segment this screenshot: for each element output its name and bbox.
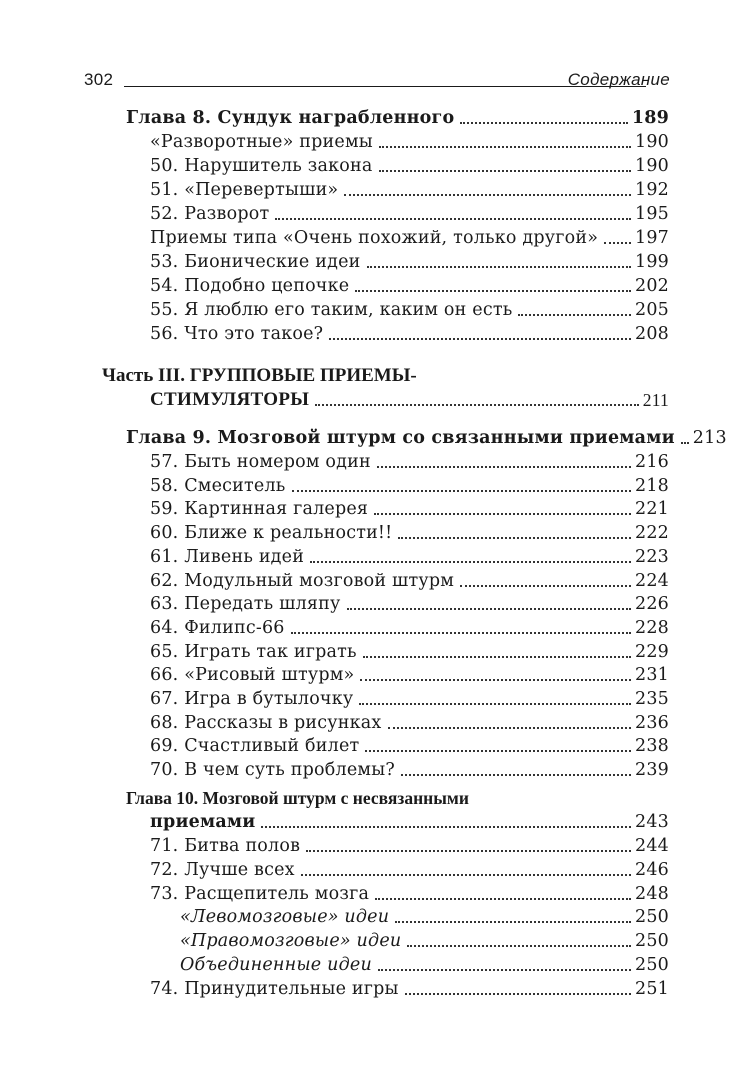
leader-dots — [377, 466, 631, 468]
toc-entry[interactable] — [150, 250, 669, 274]
toc-entry-label: Приемы типа «Очень похожий, только другой» — [150, 228, 599, 248]
toc-page-number: 218 — [634, 475, 669, 496]
toc-entry[interactable] — [150, 640, 669, 664]
toc-entry[interactable] — [150, 450, 669, 474]
toc-entry[interactable] — [150, 154, 669, 178]
toc-page-number: 208 — [634, 324, 669, 344]
toc-entry-label: 50. Нарушитель закона — [150, 156, 373, 176]
toc-page-number: 239 — [634, 760, 669, 781]
toc-entry-label: 69. Счастливый билет — [150, 736, 360, 757]
toc-page-number: 202 — [634, 276, 669, 296]
running-header — [84, 66, 670, 96]
toc-page-number: 189 — [631, 108, 669, 128]
toc-entry-label: 65. Играть так играть — [150, 641, 357, 662]
toc-entry-label: 64. Филипс-66 — [150, 617, 285, 638]
toc-page-number: 243 — [634, 812, 669, 832]
toc-entry[interactable] — [150, 202, 669, 226]
toc-entry[interactable] — [150, 322, 669, 346]
toc-page-number: 246 — [634, 859, 669, 880]
leader-dots — [292, 490, 631, 492]
toc-entry[interactable] — [150, 663, 669, 687]
leader-dots — [306, 850, 631, 852]
toc-page-number: 190 — [634, 156, 669, 176]
toc-entry-label: 74. Принудительные игры — [150, 978, 399, 999]
running-title: Содержание — [567, 70, 670, 89]
toc-entry-label: 72. Лучше всех — [150, 859, 295, 880]
toc-chapter-9[interactable] — [126, 426, 727, 450]
leader-dots — [405, 993, 631, 995]
toc-entry[interactable] — [180, 905, 669, 929]
toc-chapter-title: Глава 8. Сундук награбленного — [126, 108, 455, 128]
toc-entry[interactable] — [150, 178, 669, 202]
toc-entry[interactable] — [150, 758, 669, 782]
leader-dots — [310, 561, 631, 563]
toc-entry-label: 63. Передать шляпу — [150, 594, 341, 615]
toc-entry-label: «Правомозговые» идеи — [180, 931, 402, 952]
leader-dots — [395, 921, 631, 923]
toc-page-number: 199 — [634, 252, 669, 272]
toc-page-number: 195 — [634, 204, 669, 224]
toc-chapter-title: Глава 9. Мозговой штурм со связанными приемами — [126, 428, 675, 448]
toc-entry[interactable] — [150, 882, 669, 906]
toc-page-number: 222 — [634, 523, 669, 544]
toc-entry-label: «Разворотные» приемы — [150, 132, 373, 152]
toc-entry-label: 71. Битва полов — [150, 836, 301, 856]
leader-dots — [398, 537, 631, 539]
toc-entry[interactable] — [150, 711, 669, 735]
toc-page-number: 223 — [634, 546, 669, 567]
leader-dots — [291, 632, 631, 634]
toc-entry[interactable] — [150, 130, 669, 154]
toc-chapter-10[interactable] — [150, 810, 669, 834]
toc-page-number: 244 — [634, 836, 669, 856]
leader-dots — [518, 314, 631, 316]
toc-entry[interactable] — [150, 616, 669, 640]
toc-entry-label: 52. Разворот — [150, 204, 270, 224]
toc-entry[interactable] — [150, 834, 669, 858]
toc-page-number: 226 — [634, 594, 669, 615]
toc-entry[interactable] — [150, 274, 669, 298]
toc-entry[interactable] — [180, 929, 669, 953]
toc-part-title: СТИМУЛЯТОРЫ — [150, 389, 310, 410]
toc-chapter-title: приемами — [150, 812, 256, 832]
toc-chapter-10-line1: Глава 10. Мозговой штурм с несвязанными — [126, 788, 469, 808]
toc-entry[interactable] — [150, 977, 669, 1001]
toc-entry-label: 67. Игра в бутылочку — [150, 689, 354, 709]
toc-page-number: 211 — [642, 390, 669, 410]
toc-page-number: 238 — [634, 736, 669, 757]
leader-dots — [604, 242, 631, 244]
leader-dots — [401, 774, 631, 776]
toc-page-number: 224 — [634, 570, 669, 591]
toc-entry-label: 56. Что это такое? — [150, 324, 324, 344]
leader-dots — [388, 727, 631, 729]
leader-dots — [681, 442, 689, 444]
toc-entry-label: 66. «Рисовый штурм» — [150, 665, 355, 686]
toc-page-number: 236 — [634, 712, 669, 733]
toc-entry[interactable] — [150, 521, 669, 545]
leader-dots — [315, 404, 639, 406]
toc-entry[interactable] — [150, 497, 669, 521]
page-number: 302 — [84, 70, 114, 89]
toc-page-number: 235 — [634, 689, 669, 709]
leader-dots — [367, 266, 631, 268]
toc-page-number: 213 — [692, 428, 727, 448]
leader-dots — [347, 608, 631, 610]
toc-entry-label: 68. Рассказы в рисунках — [150, 712, 382, 733]
toc-page-number: 228 — [634, 617, 669, 638]
toc-entry-label: «Левомозговые» идеи — [180, 907, 390, 928]
toc-entry[interactable] — [150, 569, 669, 593]
toc-entry-label: 61. Ливень идей — [150, 546, 305, 567]
leader-dots — [275, 218, 631, 220]
toc-entry[interactable] — [150, 474, 669, 498]
toc-entry[interactable] — [150, 734, 669, 758]
toc-page-number: 250 — [634, 907, 669, 928]
toc-entry[interactable] — [150, 592, 669, 616]
toc-page-number: 229 — [634, 641, 669, 662]
toc-page-number: 250 — [634, 931, 669, 952]
toc-entry-label: 70. В чем суть проблемы? — [150, 760, 395, 781]
toc-entry[interactable] — [150, 687, 669, 711]
toc-page-number: 250 — [634, 955, 669, 975]
toc-entry[interactable] — [150, 226, 669, 250]
toc-entry[interactable] — [180, 953, 669, 977]
toc-entry-label: Объединенные идеи — [180, 955, 372, 975]
toc-entry-label: 59. Картинная галерея — [150, 499, 369, 520]
leader-dots — [360, 679, 631, 681]
toc-entry[interactable] — [150, 858, 669, 882]
toc-page-number: 231 — [634, 665, 669, 686]
toc-entry-label: 57. Быть номером один — [150, 452, 371, 472]
leader-dots — [329, 338, 631, 340]
leader-dots — [374, 513, 631, 515]
toc-page-number: 190 — [634, 132, 669, 152]
toc-part-3[interactable] — [150, 388, 669, 412]
toc-entry[interactable] — [150, 545, 669, 569]
leader-dots — [363, 656, 631, 658]
toc-page-number: 251 — [634, 978, 669, 999]
toc-page-number: 197 — [634, 228, 669, 248]
toc-part-3-line1: Часть III. ГРУППОВЫЕ ПРИЕМЫ- — [102, 365, 417, 386]
leader-dots — [301, 874, 631, 876]
toc-entry[interactable] — [150, 298, 669, 322]
leader-dots — [355, 290, 631, 292]
toc-entry-label: 55. Я люблю его таким, каким он есть — [150, 300, 513, 320]
toc-entry-label: 58. Смеситель — [150, 475, 286, 496]
leader-dots — [359, 703, 631, 705]
toc-page-number: 248 — [634, 883, 669, 904]
toc-entry-label: 53. Бионические идеи — [150, 252, 361, 272]
leader-dots — [460, 585, 631, 587]
toc-chapter-8[interactable] — [126, 106, 669, 130]
toc-page-number: 221 — [634, 499, 669, 520]
toc-entry-label: 62. Модульный мозговой штурм — [150, 570, 455, 591]
leader-dots — [375, 898, 631, 900]
toc-entry-label: 54. Подобно цепочке — [150, 276, 350, 296]
leader-dots — [344, 194, 631, 196]
leader-dots — [407, 945, 631, 947]
toc-page-number: 192 — [634, 180, 669, 200]
leader-dots — [460, 122, 628, 124]
leader-dots — [379, 146, 631, 148]
toc-entry-label: 60. Ближе к реальности!! — [150, 523, 393, 544]
toc-entry-label: 73. Расщепитель мозга — [150, 883, 370, 904]
leader-dots — [261, 826, 631, 828]
leader-dots — [379, 170, 631, 172]
toc-page-number: 216 — [634, 452, 669, 472]
toc-page-number: 205 — [634, 300, 669, 320]
leader-dots — [365, 750, 631, 752]
leader-dots — [378, 969, 631, 971]
toc-entry-label: 51. «Перевертыши» — [150, 180, 339, 200]
